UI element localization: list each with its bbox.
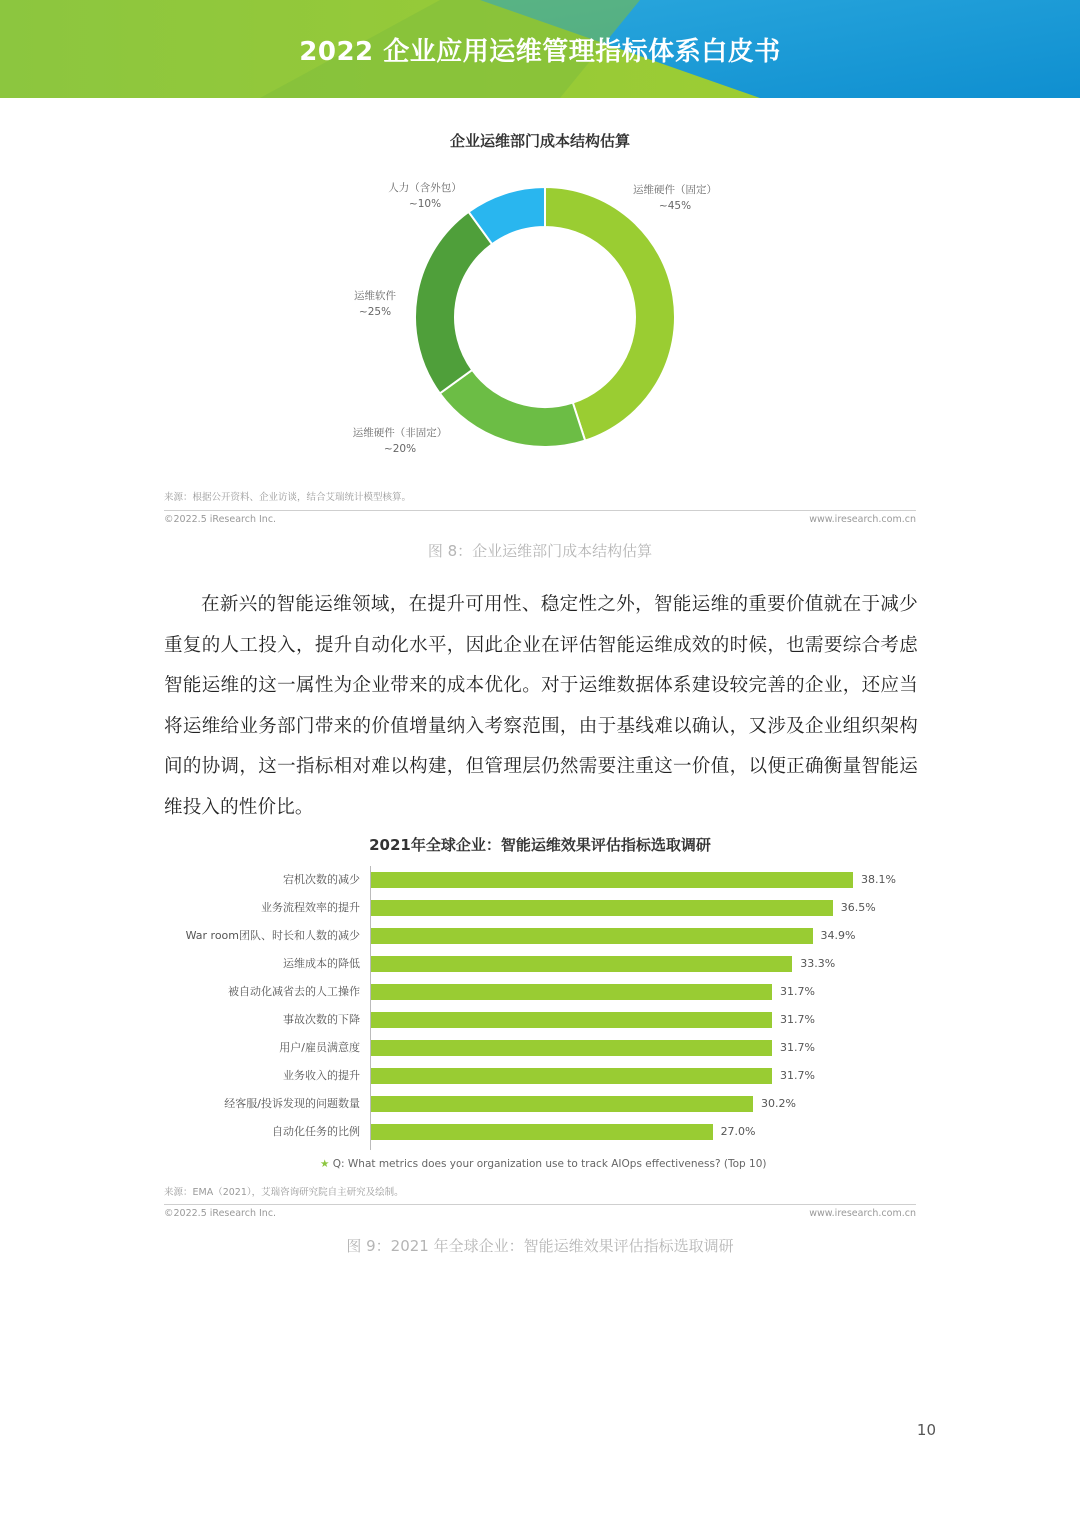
bar-value-label: 27.0% (720, 1125, 756, 1138)
donut-label-software-name: 运维软件 (354, 290, 396, 302)
star-icon: ★ (320, 1158, 330, 1170)
page-number: 10 (916, 1421, 936, 1439)
figure8-source: 来源：根据公开资料、企业访谈，结合艾瑞统计模型核算。 (164, 492, 412, 503)
bar-value-label: 30.2% (761, 1097, 796, 1110)
bar-category-label: 业务收入的提升 (283, 1069, 360, 1082)
bar-value-label: 38.1% (861, 873, 896, 886)
figure8-copyright: ©2022.5 iResearch Inc. (164, 514, 277, 525)
figure8-website: www.iresearch.com.cn (809, 514, 916, 525)
bar-category-label: 用户/雇员满意度 (279, 1041, 360, 1054)
donut-slice-hardware-fixed (545, 187, 675, 441)
bar (371, 1012, 772, 1028)
donut-label-hardware-variable (335, 425, 465, 457)
bar-value-label: 31.7% (780, 1013, 815, 1026)
bar-category-label: War room团队、时长和人数的减少 (185, 929, 360, 942)
body-paragraph: 在新兴的智能运维领域，在提升可用性、稳定性之外，智能运维的重要价值就在于减少重复的人工投入，提升自动化水平，因此企业在评估智能运维成效的时候，也需要综合考虑智能运维的这一属性为企业带来的成本优化。对于运维数据体系建设较完善的企业，还应当将运维给业务部门带来的价值增量纳入考察范围，由于基线难以确认，又涉及企业组织架构间的协调，这一指标相对难以构建，但管理层仍然需要注重这一价值，以便正确衡量智能运维投入的性价比。 (164, 594, 918, 818)
chart-title-cost-structure: 企业运维部门成本结构估算 (449, 132, 630, 150)
figure9-caption: 图 9：2021 年全球企业：智能运维效果评估指标选取调研 (346, 1237, 734, 1255)
figure8-caption: 图 8：企业运维部门成本结构估算 (427, 542, 653, 560)
bar-value-label: 31.7% (780, 1041, 815, 1054)
bar-category-label: 业务流程效率的提升 (261, 901, 360, 914)
bar (371, 984, 772, 1000)
bar-value-label: 33.3% (800, 957, 836, 970)
donut-label-labor-name: 人力（含外包） (388, 182, 462, 194)
bar (371, 872, 853, 888)
bar (371, 1040, 772, 1056)
figure9-divider (164, 1204, 916, 1205)
figure8-divider (164, 510, 916, 511)
donut-label-hardware-fixed-name: 运维硬件（固定） (633, 184, 717, 196)
donut-label-hardware-variable-name: 运维硬件（非固定） (352, 427, 448, 439)
bar-value-label: 36.5% (840, 901, 876, 914)
bar-category-label: 被自动化减省去的人工操作 (228, 985, 360, 998)
bar (371, 1068, 772, 1084)
donut-label-labor (370, 180, 480, 212)
bar-category-label: 经客服/投诉发现的问题数量 (224, 1097, 360, 1110)
donut-label-labor-value: ~10% (408, 198, 442, 210)
chart-title-aiops-metrics: 2021年全球企业：智能运维效果评估指标选取调研 (369, 836, 711, 854)
figure9-copyright: ©2022.5 iResearch Inc. (164, 1208, 277, 1219)
bar (371, 1096, 753, 1112)
bar-value-label: 31.7% (780, 985, 815, 998)
bar (371, 900, 833, 916)
header-banner (0, 0, 1080, 98)
figure9-website: www.iresearch.com.cn (809, 1208, 916, 1219)
donut-label-hardware-variable-value: ~20% (383, 443, 417, 455)
bar-value-label: 34.9% (820, 929, 856, 942)
donut-chart (160, 165, 920, 505)
bar (371, 928, 813, 944)
donut-label-hardware-fixed (620, 182, 730, 214)
document-title: 2022 企业应用运维管理指标体系白皮书 (299, 37, 781, 67)
donut-label-software-value: ~25% (358, 306, 392, 318)
donut-label-software (330, 288, 420, 320)
bar-category-label: 宕机次数的减少 (283, 873, 360, 886)
bar-category-label: 运维成本的降低 (283, 957, 360, 970)
figure9-note (320, 1158, 766, 1170)
bar-category-label: 自动化任务的比例 (272, 1125, 360, 1138)
figure9-source: 来源：EMA（2021），艾瑞咨询研究院自主研究及绘制。 (164, 1187, 404, 1198)
bar-value-label: 31.7% (780, 1069, 815, 1082)
donut-slice-software (415, 212, 492, 394)
donut-label-hardware-fixed-value: ~45% (658, 200, 692, 212)
bar-category-label: 事故次数的下降 (283, 1013, 360, 1026)
bar (371, 1124, 713, 1140)
bar (371, 956, 792, 972)
figure9-note-text: Q: What metrics does your organization use to track AIOps effectiveness? (Top 10) (332, 1158, 767, 1170)
bar-chart (160, 866, 920, 1156)
